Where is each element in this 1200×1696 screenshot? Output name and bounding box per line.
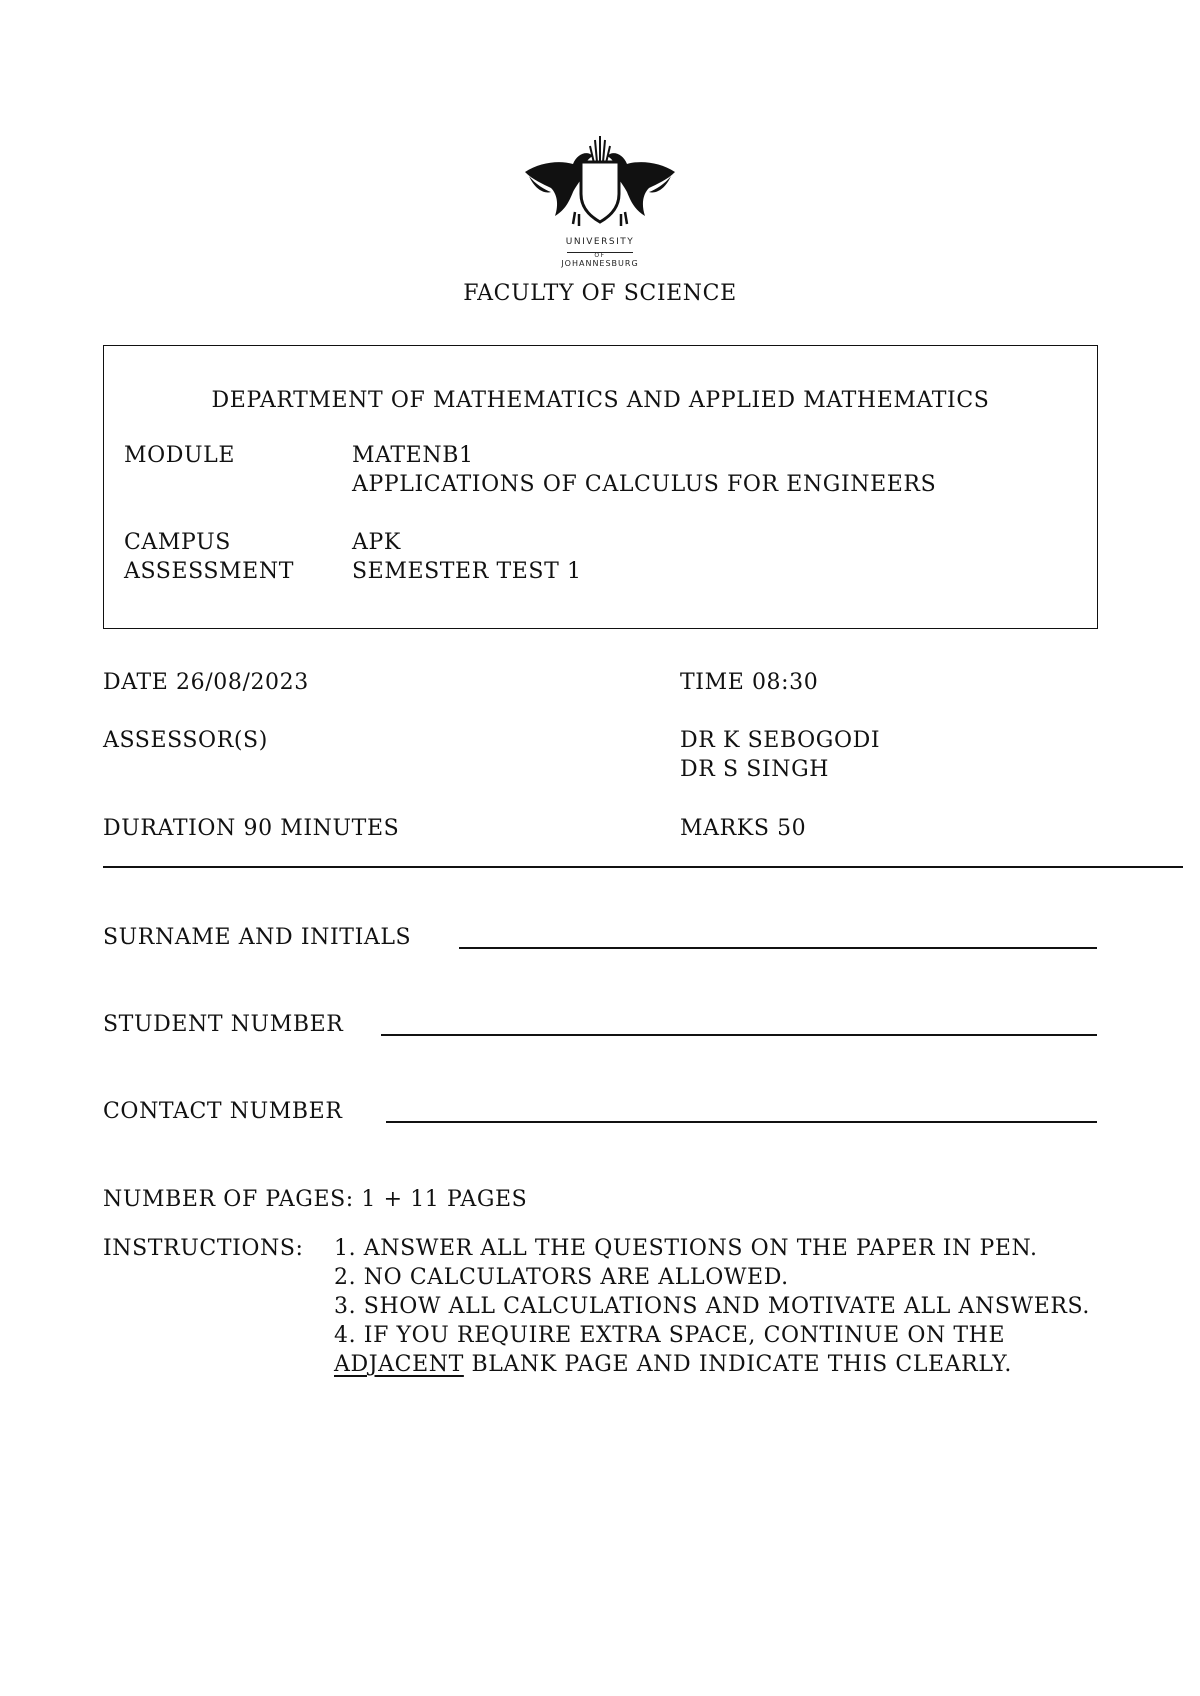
instruction-1: 1. ANSWER ALL THE QUESTIONS ON THE PAPER IN PEN.	[334, 1236, 1038, 1261]
assessment-value: SEMESTER TEST 1	[352, 559, 582, 584]
date-text: DATE 26/08/2023	[103, 670, 309, 695]
assessor-1: DR K SEBOGODI	[680, 728, 881, 753]
contact-number-input-line[interactable]	[386, 1121, 1097, 1123]
faculty-title: FACULTY OF SCIENCE	[463, 281, 737, 306]
instruction-4: 4. IF YOU REQUIRE EXTRA SPACE, CONTINUE ON THE	[334, 1323, 1006, 1348]
section-divider	[103, 866, 1183, 868]
instruction-4-continued	[334, 1354, 1012, 1376]
department-title: DEPARTMENT OF MATHEMATICS AND APPLIED MATHEMATICS	[211, 388, 990, 413]
logo-text-of: OF	[594, 252, 606, 259]
duration-text: DURATION 90 MINUTES	[103, 816, 400, 841]
assessor-2: DR S SINGH	[680, 757, 830, 782]
marks-text: MARKS 50	[680, 816, 807, 841]
instruction-3: 3. SHOW ALL CALCULATIONS AND MOTIVATE ALL ANSWERS.	[334, 1294, 1091, 1319]
time-text: TIME 08:30	[680, 670, 819, 695]
instruction-4-rest: BLANK PAGE AND INDICATE THIS CLEARLY.	[463, 1352, 1013, 1377]
module-label: MODULE	[124, 443, 236, 468]
student-number-label: STUDENT NUMBER	[103, 1012, 344, 1037]
logo-text-university: UNIVERSITY	[565, 237, 635, 247]
surname-label: SURNAME AND INITIALS	[103, 925, 412, 950]
assessment-label: ASSESSMENT	[124, 559, 294, 584]
assessors-label: ASSESSOR(S)	[103, 728, 268, 753]
instructions-label: INSTRUCTIONS:	[103, 1236, 304, 1261]
contact-number-label: CONTACT NUMBER	[103, 1099, 343, 1124]
university-crest-icon	[515, 132, 685, 232]
campus-value: APK	[352, 530, 401, 555]
module-name: APPLICATIONS OF CALCULUS FOR ENGINEERS	[352, 472, 937, 497]
logo-text-johannesburg: JOHANNESBURG	[561, 259, 639, 268]
campus-label: CAMPUS	[124, 530, 231, 555]
module-code: MATENB1	[352, 443, 474, 468]
university-logo	[515, 132, 685, 272]
instruction-2: 2. NO CALCULATORS ARE ALLOWED.	[334, 1265, 789, 1290]
number-of-pages: NUMBER OF PAGES: 1 + 11 PAGES	[103, 1187, 528, 1212]
surname-input-line[interactable]	[459, 947, 1097, 949]
adjacent-emphasis: ADJACENT	[334, 1352, 464, 1377]
student-number-input-line[interactable]	[381, 1034, 1097, 1036]
